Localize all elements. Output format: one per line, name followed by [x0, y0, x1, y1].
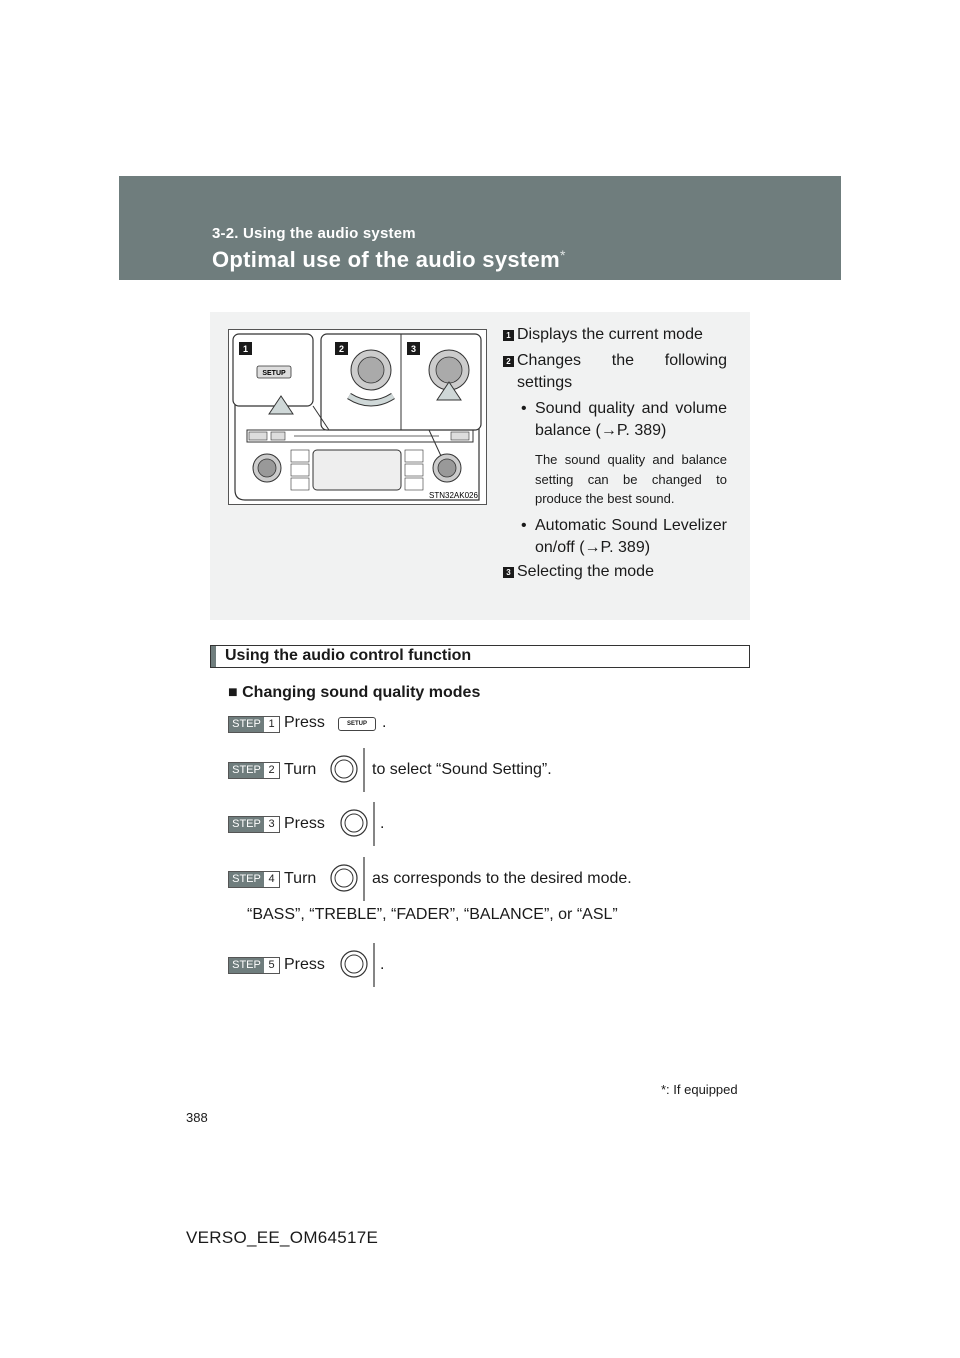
legend-bullet-1-text: Sound quality and volume balance (→P. 389) — [535, 400, 727, 439]
procedure-heading: ■ Changing sound quality modes — [228, 684, 481, 701]
step-4-verb: Turn — [284, 870, 317, 887]
legend-badge-2: 2 — [503, 356, 514, 367]
setup-button-label: SETUP — [262, 370, 286, 377]
step-4-badge: STEP 4 — [228, 871, 280, 888]
legend-bullet-2-text: Automatic Sound Levelizer on/off (→P. 389) — [535, 516, 727, 556]
audio-panel-illustration — [229, 330, 486, 504]
legend-item-1 — [503, 324, 727, 346]
knob-icon — [338, 943, 378, 987]
step-3-after: . — [380, 815, 385, 832]
tune-knob-icon — [328, 857, 368, 901]
page-number: 388 — [186, 1110, 208, 1125]
info-box — [210, 312, 750, 620]
legend-badge-3: 3 — [503, 567, 514, 578]
legend-item-2 — [503, 350, 727, 394]
step-3-badge: STEP 3 — [228, 816, 280, 833]
callout-badge-3: 3 — [410, 344, 417, 354]
document-code: VERSO_EE_OM64517E — [186, 1228, 379, 1247]
audio-panel-figure — [228, 329, 487, 505]
step-2-verb: Turn — [284, 761, 317, 778]
step-5-badge: STEP 5 — [228, 957, 280, 974]
legend-note: The sound quality and balance setting can be changed to produce the best sound. — [535, 452, 727, 506]
footnote: *: If equipped — [661, 1082, 738, 1097]
subsection-heading — [210, 645, 750, 668]
step-5-after: . — [380, 956, 385, 973]
step-3-verb: Press — [284, 815, 325, 832]
setup-button-icon: SETUP — [338, 717, 376, 731]
section-label: 3-2. Using the audio system — [212, 225, 416, 242]
knob-icon — [338, 802, 378, 846]
page-title — [212, 247, 566, 273]
legend-item-3-text: Selecting the mode — [517, 562, 654, 580]
tune-knob-icon — [328, 748, 368, 792]
page-title-text: Optimal use of the audio system — [212, 247, 560, 272]
callout-badge-2: 2 — [338, 344, 345, 354]
legend-bullet-sound-quality: • Sound quality and volume balance (→P. 389) — [521, 400, 727, 439]
step-2-after: to select “Sound Setting”. — [372, 761, 552, 778]
callout-badge-1: 1 — [242, 344, 249, 354]
legend-badge-1: 1 — [503, 330, 514, 341]
step-1-badge: STEP 1 — [228, 716, 280, 733]
subsection-title: Using the audio control function — [225, 647, 472, 664]
step-2-badge: STEP 2 — [228, 762, 280, 779]
equipped-mark: * — [559, 247, 566, 263]
step-4-after: as corresponds to the desired mode. — [372, 870, 632, 887]
legend-item-2-text: Changes the following settings — [517, 352, 727, 391]
legend — [503, 324, 727, 583]
subsection-accent — [211, 646, 216, 667]
legend-item-1-text: Displays the current mode — [517, 326, 703, 343]
legend-item-3 — [503, 561, 727, 583]
figure-code: STN32AK026 — [429, 491, 478, 500]
step-1-verb: Press — [284, 714, 325, 731]
legend-bullet-asl: • Automatic Sound Levelizer on/off (→P. 389) — [521, 516, 727, 556]
mode-list: “BASS”, “TREBLE”, “FADER”, “BALANCE”, or “ASL” — [247, 906, 618, 923]
step-1-after: . — [382, 714, 387, 731]
step-5-verb: Press — [284, 956, 325, 973]
